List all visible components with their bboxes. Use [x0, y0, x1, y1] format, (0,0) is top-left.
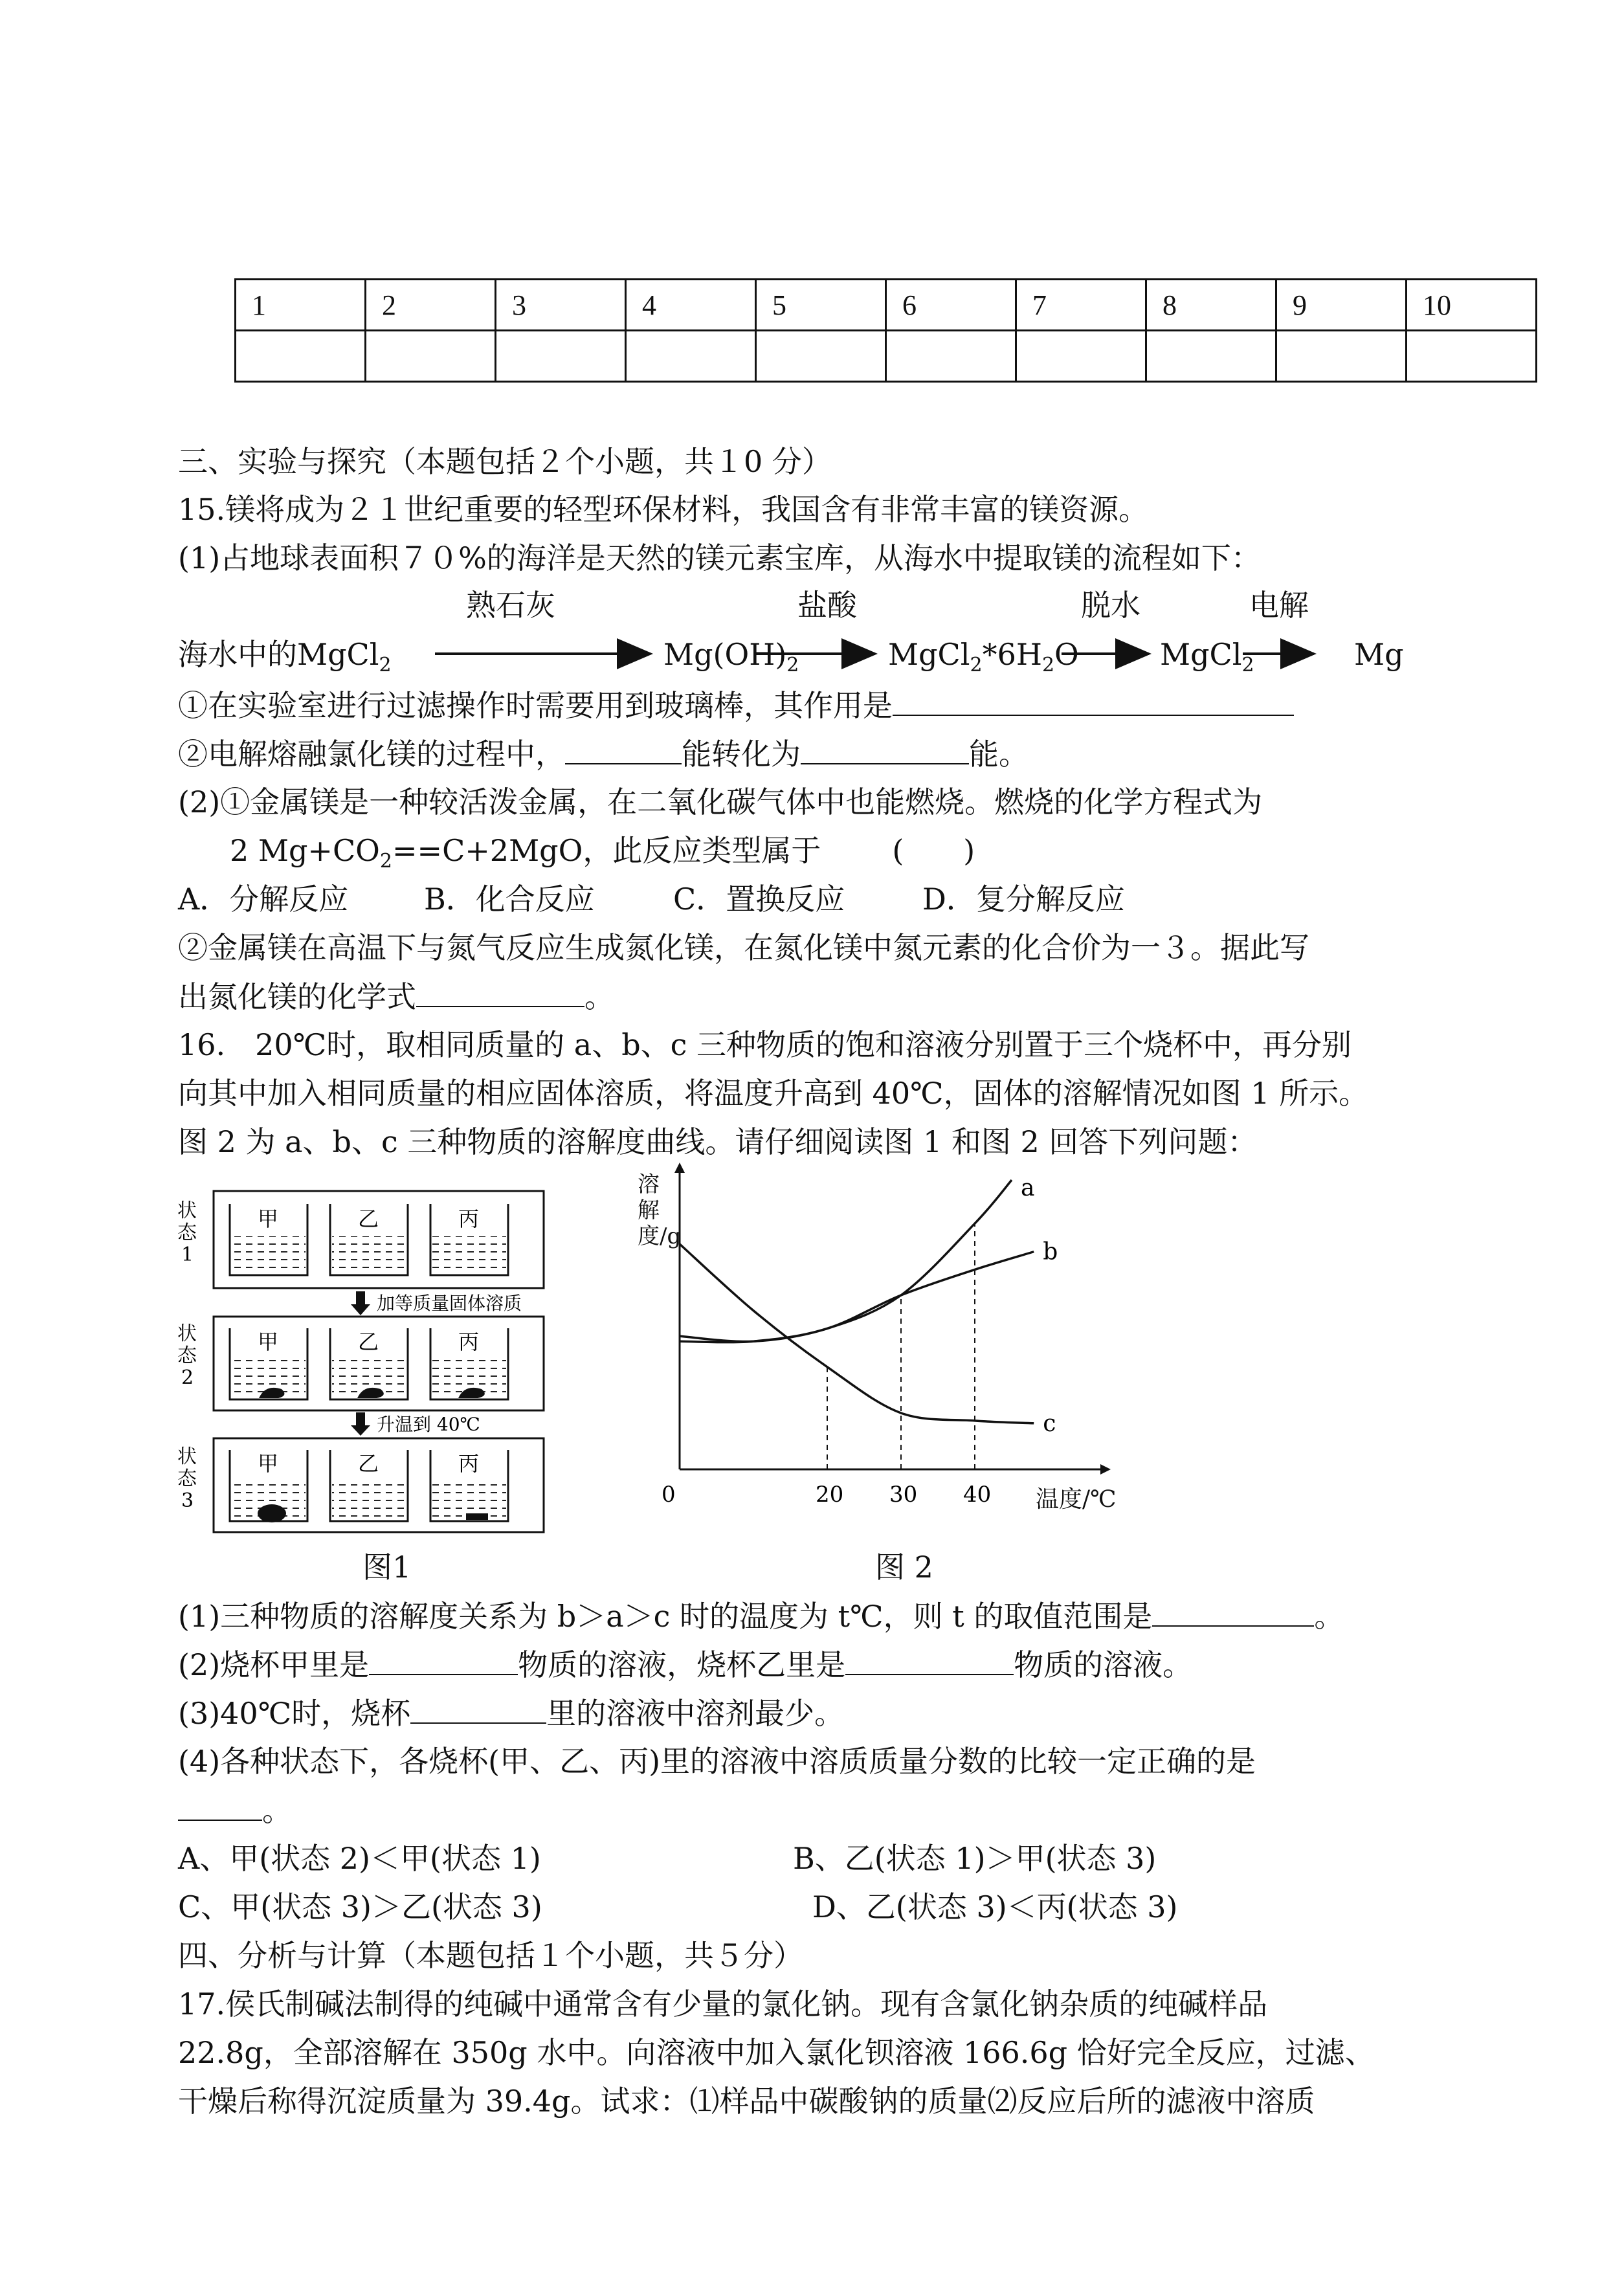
- flow-end: Mg: [1354, 637, 1404, 672]
- beaker-jia-3: [230, 1450, 307, 1522]
- q15-option-a: A．分解反应: [178, 882, 349, 917]
- q15-equation: 2 $Mg+CO_2==C+2MgO$，此反应类型属于 ( ): [230, 833, 975, 873]
- answer-blank[interactable]: [801, 735, 969, 764]
- flow-node-mgcl2: MgCl$_2$: [1160, 637, 1254, 677]
- q16-question1: (1)三种物质的溶解度关系为 b＞a＞c 时的温度为 t℃，则 t 的取值范围是 。: [178, 1597, 1344, 1635]
- figure-1-beakers: [175, 1178, 589, 1541]
- q16-line2: 向其中加入相同质量的相应固体溶质，将温度升高到 40℃，固体的溶解情况如图 1 所示。: [178, 1076, 1369, 1111]
- q16-question4-blank: 。: [178, 1791, 292, 1829]
- answer-blank[interactable]: [893, 686, 1294, 716]
- answer-blank[interactable]: [416, 977, 584, 1007]
- q15-stem: 15.镁将成为２１世纪重要的轻型环保材料，我国含有非常丰富的镁资源。: [178, 492, 1149, 527]
- svg-text:丙: 丙: [458, 1207, 480, 1231]
- beaker-bing-3: [430, 1450, 508, 1521]
- beaker-bing-2: [430, 1328, 508, 1399]
- svg-text:甲: 甲: [258, 1451, 279, 1476]
- answer-blank[interactable]: [369, 1645, 518, 1675]
- answer-col-6: 6: [886, 280, 1016, 331]
- y-axis-arrow: [674, 1163, 685, 1173]
- state-label: 状态 2: [177, 1322, 197, 1389]
- q15-option-c: C．置换反应: [673, 882, 845, 917]
- q15-option-b: B．化合反应: [424, 882, 595, 917]
- answer-col-2: 2: [366, 280, 496, 331]
- q16-option-c: C、甲(状态 3)＞乙(状态 3): [178, 1889, 542, 1924]
- flow-label-electrolysis: 电解: [1249, 588, 1309, 623]
- q15-option-d: D．复分解反应: [922, 882, 1125, 917]
- beaker-bing-1: [430, 1204, 508, 1275]
- series-label-c: c: [1043, 1410, 1056, 1437]
- answer-col-1: 1: [236, 280, 366, 331]
- arrow-add-solute: [351, 1291, 370, 1315]
- answer-blank[interactable]: [410, 1694, 546, 1724]
- series-label-a: a: [1021, 1174, 1035, 1201]
- flow-label-dehydrate: 脱水: [1081, 588, 1140, 623]
- beaker-yi-1: [330, 1204, 408, 1275]
- arrow-heat-label: 升温到 40℃: [377, 1414, 480, 1435]
- figure-2-caption: 图 2: [875, 1550, 933, 1585]
- q17-line1: 17.侯氏制碱法制得的纯碱中通常含有少量的氯化钠。现有含氯化钠杂质的纯碱样品: [178, 1987, 1268, 2021]
- section4-heading: 四、分析与计算（本题包括１个小题，共５分）: [178, 1938, 803, 1973]
- q17-line2: 22.8g，全部溶解在 350g 水中。向溶液中加入氯化钡溶液 166.6g 恰好完全反应，过滤、: [178, 2035, 1375, 2070]
- q15-item3b: 出氮化镁的化学式 。: [178, 977, 614, 1016]
- q15-part2: (2)①金属镁是一种较活泼金属，在二氧化碳气体中也能燃烧。燃烧的化学方程式为: [178, 785, 1263, 819]
- q15-item2: ②电解熔融氯化镁的过程中， 能转化为 能。: [178, 735, 1029, 773]
- chart-marks: [680, 1175, 1058, 1469]
- answer-blank[interactable]: [845, 1645, 1014, 1675]
- q15-part1: (1)占地球表面积７０%的海洋是天然的镁元素宝库，从海水中提取镁的流程如下：: [178, 540, 1261, 575]
- flow-node-hydrate: $MgCl_2*6H_2O$: [888, 637, 1079, 677]
- solubility-curve-b: [680, 1252, 1034, 1342]
- flow-label-acid: 盐酸: [797, 588, 857, 623]
- x-tick-label: 20: [816, 1482, 844, 1508]
- chart-axes: [662, 1163, 1111, 1508]
- x-tick-label: 30: [889, 1482, 918, 1508]
- figure-2-solubility-chart: [621, 1159, 1126, 1521]
- answer-col-3: 3: [496, 280, 626, 331]
- q15-item1: ①在实验室进行过滤操作时需要用到玻璃棒，其作用是: [178, 686, 1294, 724]
- answer-col-9: 9: [1276, 280, 1407, 331]
- svg-text:丙: 丙: [458, 1451, 480, 1476]
- q15-item3: ②金属镁在高温下与氮气反应生成氮化镁，在氮化镁中氮元素的化合价为一３。据此写: [178, 930, 1309, 965]
- beaker-yi-3: [330, 1450, 408, 1521]
- answer-blank[interactable]: [178, 1791, 262, 1821]
- section3-heading: 三、实验与探究（本题包括２个小题，共１0 分）: [178, 444, 832, 479]
- answer-blank[interactable]: [1152, 1597, 1314, 1627]
- answer-col-10: 10: [1407, 280, 1537, 331]
- beaker-jia-2: [230, 1328, 307, 1399]
- q16-line3: 图 2 为 a、b、c 三种物质的溶解度曲线。请仔细阅读图 1 和图 2 回答下列问题：: [178, 1124, 1258, 1159]
- svg-text:乙: 乙: [358, 1207, 379, 1231]
- flow-label-lime: 熟石灰: [466, 588, 555, 623]
- answer-blank[interactable]: [565, 735, 682, 764]
- x-axis-arrow: [1100, 1464, 1111, 1475]
- answer-col-8: 8: [1146, 280, 1276, 331]
- svg-text:甲: 甲: [258, 1330, 279, 1354]
- answer-col-4: 4: [626, 280, 756, 331]
- svg-text:丙: 丙: [458, 1330, 480, 1354]
- answer-col-7: 7: [1016, 280, 1146, 331]
- state-label: 状态 1: [177, 1199, 197, 1266]
- arrow-heat: [351, 1412, 370, 1436]
- solubility-curve-a: [680, 1180, 1012, 1342]
- solubility-curve-c: [680, 1244, 1034, 1423]
- q16-option-d: D、乙(状态 3)＜丙(状态 3): [812, 1889, 1178, 1924]
- beaker-yi-2: [330, 1328, 408, 1399]
- beaker-jia-1: [230, 1204, 307, 1275]
- q16-question2: (2)烧杯甲里是 物质的溶液，烧杯乙里是 物质的溶液。: [178, 1645, 1192, 1684]
- q16-option-a: A、甲(状态 2)＜甲(状态 1): [178, 1841, 541, 1876]
- svg-text:乙: 乙: [358, 1451, 379, 1476]
- svg-text:甲: 甲: [258, 1207, 279, 1231]
- q16-question3: (3)40℃时，烧杯 里的溶液中溶剂最少。: [178, 1694, 844, 1732]
- q16-option-b: B、乙(状态 1)＞甲(状态 3): [793, 1841, 1157, 1876]
- figure-1-caption: 图1: [362, 1550, 412, 1585]
- state-label: 状态 3: [177, 1445, 197, 1512]
- flow-arrows: [0, 0, 1624, 712]
- x-tick-label: 0: [662, 1482, 676, 1508]
- svg-text:乙: 乙: [358, 1330, 379, 1354]
- flow-node-mgoh2: $Mg(OH)_2$: [663, 637, 799, 677]
- x-axis-label: 温度/℃: [1036, 1486, 1117, 1513]
- q16-line1: 16. 20℃时，取相同质量的 a、b、c 三种物质的饱和溶液分别置于三个烧杯中，再分别: [178, 1027, 1352, 1062]
- flow-start: 海水中的MgCl$_2$: [178, 637, 392, 677]
- q17-line3: 干燥后称得沉淀质量为 39.4g。试求：⑴样品中碳酸钠的质量⑵反应后所的滤液中溶质: [178, 2084, 1315, 2119]
- q16-question4: (4)各种状态下，各烧杯(甲、乙、丙)里的溶液中溶质质量分数的比较一定正确的是: [178, 1744, 1256, 1779]
- series-label-b: b: [1043, 1238, 1058, 1265]
- arrow-add-solute-label: 加等质量固体溶质: [377, 1293, 522, 1314]
- y-axis-label: 溶解度/g: [638, 1172, 682, 1249]
- x-tick-label: 40: [963, 1482, 992, 1508]
- answer-col-5: 5: [756, 280, 886, 331]
